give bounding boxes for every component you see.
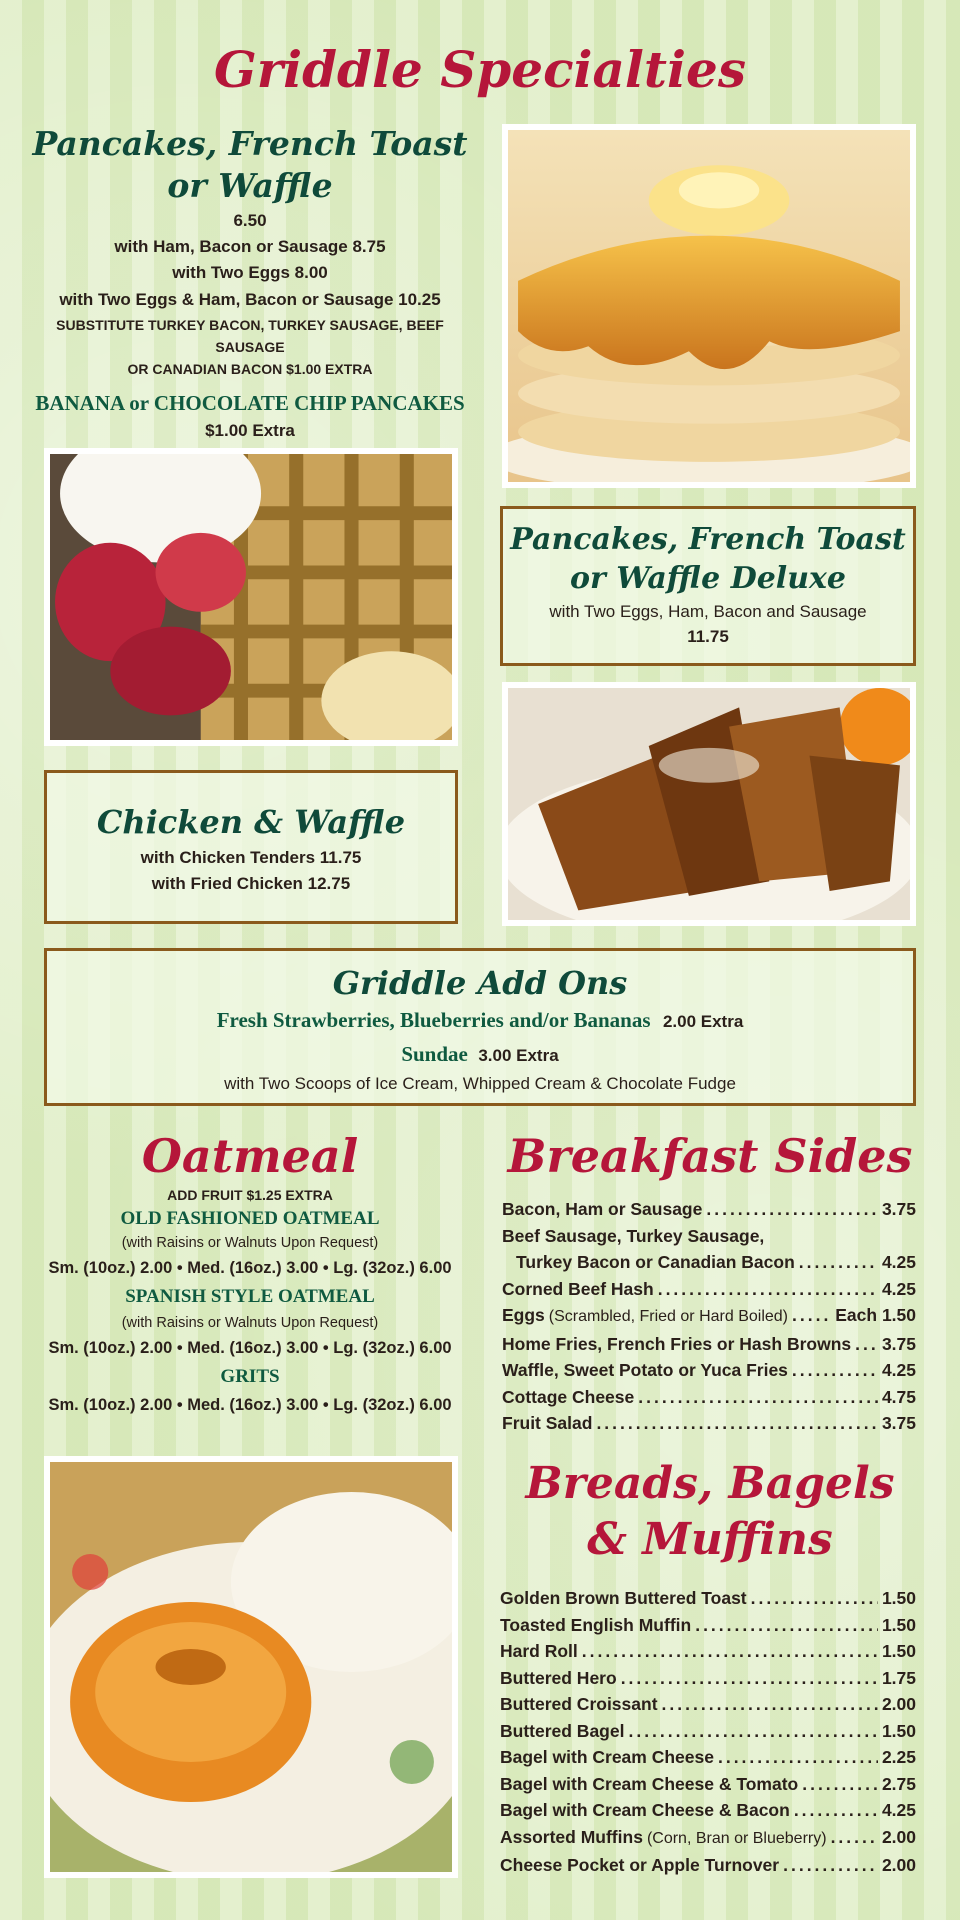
list-item xyxy=(500,1797,916,1824)
item-name: Golden Brown Buttered Toast xyxy=(500,1588,747,1608)
list-item xyxy=(500,1771,916,1798)
leader-dots xyxy=(621,1665,878,1692)
list-item xyxy=(502,1276,916,1303)
chicken-waffle-box xyxy=(44,770,458,924)
leader-dots xyxy=(596,1410,878,1437)
chicken-tenders-line: with Chicken Tenders 11.75 xyxy=(140,848,362,867)
leader-dots xyxy=(751,1585,878,1612)
item-name: Corned Beef Hash xyxy=(502,1278,654,1299)
leader-dots xyxy=(855,1331,878,1358)
item-price: 1.75 xyxy=(881,1667,916,1688)
leader-dots xyxy=(794,1797,878,1824)
leader-dots xyxy=(799,1249,878,1276)
leader-dots xyxy=(695,1612,878,1639)
item-name: Beef Sausage, Turkey Sausage, xyxy=(502,1225,765,1246)
list-item xyxy=(500,1744,916,1771)
breads-title-line1: Breads, Bagels xyxy=(525,1458,895,1509)
list-item xyxy=(502,1223,916,1250)
list-item xyxy=(500,1638,916,1665)
bagel-cream-cheese-image xyxy=(44,1456,458,1878)
addons-sundae-desc: with Two Scoops of Ice Cream, Whipped Cream & Chocolate Fudge xyxy=(224,1074,736,1093)
grits-title: GRITS xyxy=(220,1366,280,1387)
pancakes-section xyxy=(30,124,470,442)
item-price: 4.25 xyxy=(881,1360,916,1380)
breakfast-sides-list xyxy=(502,1196,916,1437)
old-fashioned-sizes: Sm. (10oz.) 2.00 • Med. (16oz.) 3.00 • Lg. (32oz.) 6.00 xyxy=(48,1259,452,1277)
list-item xyxy=(500,1691,916,1718)
leader-dots xyxy=(706,1196,878,1223)
item-price: 4.25 xyxy=(881,1800,916,1820)
addons-fruit-line xyxy=(47,1005,913,1038)
chicken-waffle-title: Chicken & Waffle xyxy=(96,803,406,841)
breads-title xyxy=(500,1456,920,1568)
item-name: Waffle, Sweet Potato or Yuca Fries xyxy=(502,1360,788,1380)
list-item xyxy=(502,1249,916,1276)
pancakes-eggs-line: with Two Eggs 8.00 xyxy=(172,263,328,282)
item-name: Bagel with Cream Cheese & Bacon xyxy=(500,1800,790,1820)
addons-sundae-price: 3.00 Extra xyxy=(478,1046,559,1065)
list-item xyxy=(500,1585,916,1612)
pancakes-title-line2: or Waffle xyxy=(167,166,333,205)
item-price: 4.25 xyxy=(881,1252,916,1272)
item-price: 4.25 xyxy=(881,1278,916,1299)
list-item xyxy=(500,1665,916,1692)
deluxe-box xyxy=(500,506,916,666)
list-item xyxy=(502,1357,916,1384)
addons-sundae-label: Sundae xyxy=(401,1042,468,1066)
item-name: Bagel with Cream Cheese xyxy=(500,1747,714,1767)
item-name: Bagel with Cream Cheese & Tomato xyxy=(500,1773,799,1794)
list-item xyxy=(500,1612,916,1639)
leader-dots xyxy=(658,1276,878,1303)
item-price: 4.75 xyxy=(881,1386,916,1407)
list-item xyxy=(500,1852,916,1879)
leader-dots xyxy=(792,1357,878,1384)
item-name: Turkey Bacon or Canadian Bacon xyxy=(516,1252,795,1272)
breads-list xyxy=(500,1585,916,1879)
item-price: Each 1.50 xyxy=(835,1305,916,1325)
item-name: Toasted English Muffin xyxy=(500,1614,692,1635)
oatmeal-section xyxy=(30,1128,470,1418)
oatmeal-title: Oatmeal xyxy=(141,1129,359,1183)
addons-box xyxy=(44,948,916,1106)
leader-dots xyxy=(831,1824,878,1851)
pancakes-price: 6.50 xyxy=(233,211,267,230)
item-price: 2.00 xyxy=(881,1694,916,1714)
deluxe-title-line1: Pancakes, French Toast xyxy=(510,522,906,557)
old-fashioned-note: (with Raisins or Walnuts Upon Request) xyxy=(121,1235,379,1251)
old-fashioned-oatmeal-title: OLD FASHIONED OATMEAL xyxy=(120,1208,380,1229)
leader-dots xyxy=(638,1384,878,1411)
fried-chicken-line: with Fried Chicken 12.75 xyxy=(151,874,351,893)
item-note: (Scrambled, Fried or Hard Boiled) xyxy=(548,1308,788,1325)
list-item xyxy=(502,1410,916,1437)
item-name: Fruit Salad xyxy=(502,1413,593,1433)
leader-dots xyxy=(628,1718,877,1745)
spanish-oatmeal-title: SPANISH STYLE OATMEAL xyxy=(125,1286,375,1307)
leader-dots xyxy=(718,1744,878,1771)
leader-dots xyxy=(792,1302,831,1329)
item-price: 3.75 xyxy=(881,1413,916,1433)
oatmeal-add-fruit: ADD FRUIT $1.25 EXTRA xyxy=(167,1187,333,1203)
pancakes-substitute-line2: OR CANADIAN BACON $1.00 EXTRA xyxy=(127,361,373,377)
page-title: Griddle Specialties xyxy=(214,40,746,99)
item-name: Cheese Pocket or Apple Turnover xyxy=(500,1855,780,1875)
item-price: 2.00 xyxy=(881,1855,916,1875)
list-item xyxy=(502,1331,916,1358)
item-name: Home Fries, French Fries or Hash Browns xyxy=(502,1333,852,1354)
waffle-strawberry-image xyxy=(44,448,458,746)
leader-dots xyxy=(783,1852,878,1879)
item-price: 1.50 xyxy=(881,1588,916,1608)
deluxe-title-line2: or Waffle Deluxe xyxy=(570,561,846,596)
spanish-oatmeal-note: (with Raisins or Walnuts Upon Request) xyxy=(121,1315,379,1331)
item-price: 1.50 xyxy=(881,1614,916,1635)
spanish-oatmeal-sizes: Sm. (10oz.) 2.00 • Med. (16oz.) 3.00 • Lg. (32oz.) 6.00 xyxy=(48,1339,452,1357)
item-name: Buttered Hero xyxy=(500,1667,617,1688)
list-item xyxy=(502,1302,916,1331)
item-name: Buttered Croissant xyxy=(500,1694,658,1714)
list-item xyxy=(502,1196,916,1223)
item-name: Eggs xyxy=(502,1305,545,1325)
item-name: Hard Roll xyxy=(500,1641,578,1661)
french-toast-image xyxy=(502,682,916,926)
item-name: Assorted Muffins xyxy=(500,1826,643,1847)
grits-sizes: Sm. (10oz.) 2.00 • Med. (16oz.) 3.00 • Lg. (32oz.) 6.00 xyxy=(48,1396,452,1414)
deluxe-desc: with Two Eggs, Ham, Bacon and Sausage xyxy=(549,602,867,621)
item-name: Cottage Cheese xyxy=(502,1386,635,1407)
addons-fruit-price: 2.00 Extra xyxy=(662,1012,744,1031)
leader-dots xyxy=(662,1691,878,1718)
item-price: 3.75 xyxy=(881,1333,916,1354)
pancakes-substitute-line1: SUBSTITUTE TURKEY BACON, TURKEY SAUSAGE, BEEF SAUSAGE xyxy=(56,317,444,355)
pancakes-eggs-ham-line: with Two Eggs & Ham, Bacon or Sausage 10.25 xyxy=(59,290,441,309)
item-price: 1.50 xyxy=(881,1720,916,1741)
pancake-stack-image xyxy=(502,124,916,488)
breakfast-sides-title: Breakfast Sides xyxy=(507,1129,913,1183)
item-name: Bacon, Ham or Sausage xyxy=(502,1199,703,1219)
breads-title-line2: & Muffins xyxy=(587,1514,833,1565)
item-price: 1.50 xyxy=(881,1641,916,1661)
banana-pancakes-price: $1.00 Extra xyxy=(205,421,295,440)
item-name: Buttered Bagel xyxy=(500,1720,625,1741)
addons-title: Griddle Add Ons xyxy=(332,964,628,1002)
item-price: 2.25 xyxy=(881,1747,916,1767)
item-note: (Corn, Bran or Blueberry) xyxy=(646,1829,827,1847)
list-item xyxy=(500,1718,916,1745)
leader-dots xyxy=(802,1771,878,1798)
deluxe-price: 11.75 xyxy=(687,627,729,646)
leader-dots xyxy=(582,1638,878,1665)
list-item xyxy=(500,1824,916,1853)
item-price: 3.75 xyxy=(881,1199,916,1219)
banana-pancakes-title: BANANA or CHOCOLATE CHIP PANCAKES xyxy=(35,391,465,415)
item-price: 2.75 xyxy=(881,1773,916,1794)
list-item xyxy=(502,1384,916,1411)
addons-fruit-label: Fresh Strawberries, Blueberries and/or Bananas xyxy=(216,1008,651,1032)
pancakes-ham-line: with Ham, Bacon or Sausage 8.75 xyxy=(114,237,386,256)
item-price: 2.00 xyxy=(881,1826,916,1847)
pancakes-title-line1: Pancakes, French Toast xyxy=(32,124,468,163)
addons-sundae-line xyxy=(47,1038,913,1073)
